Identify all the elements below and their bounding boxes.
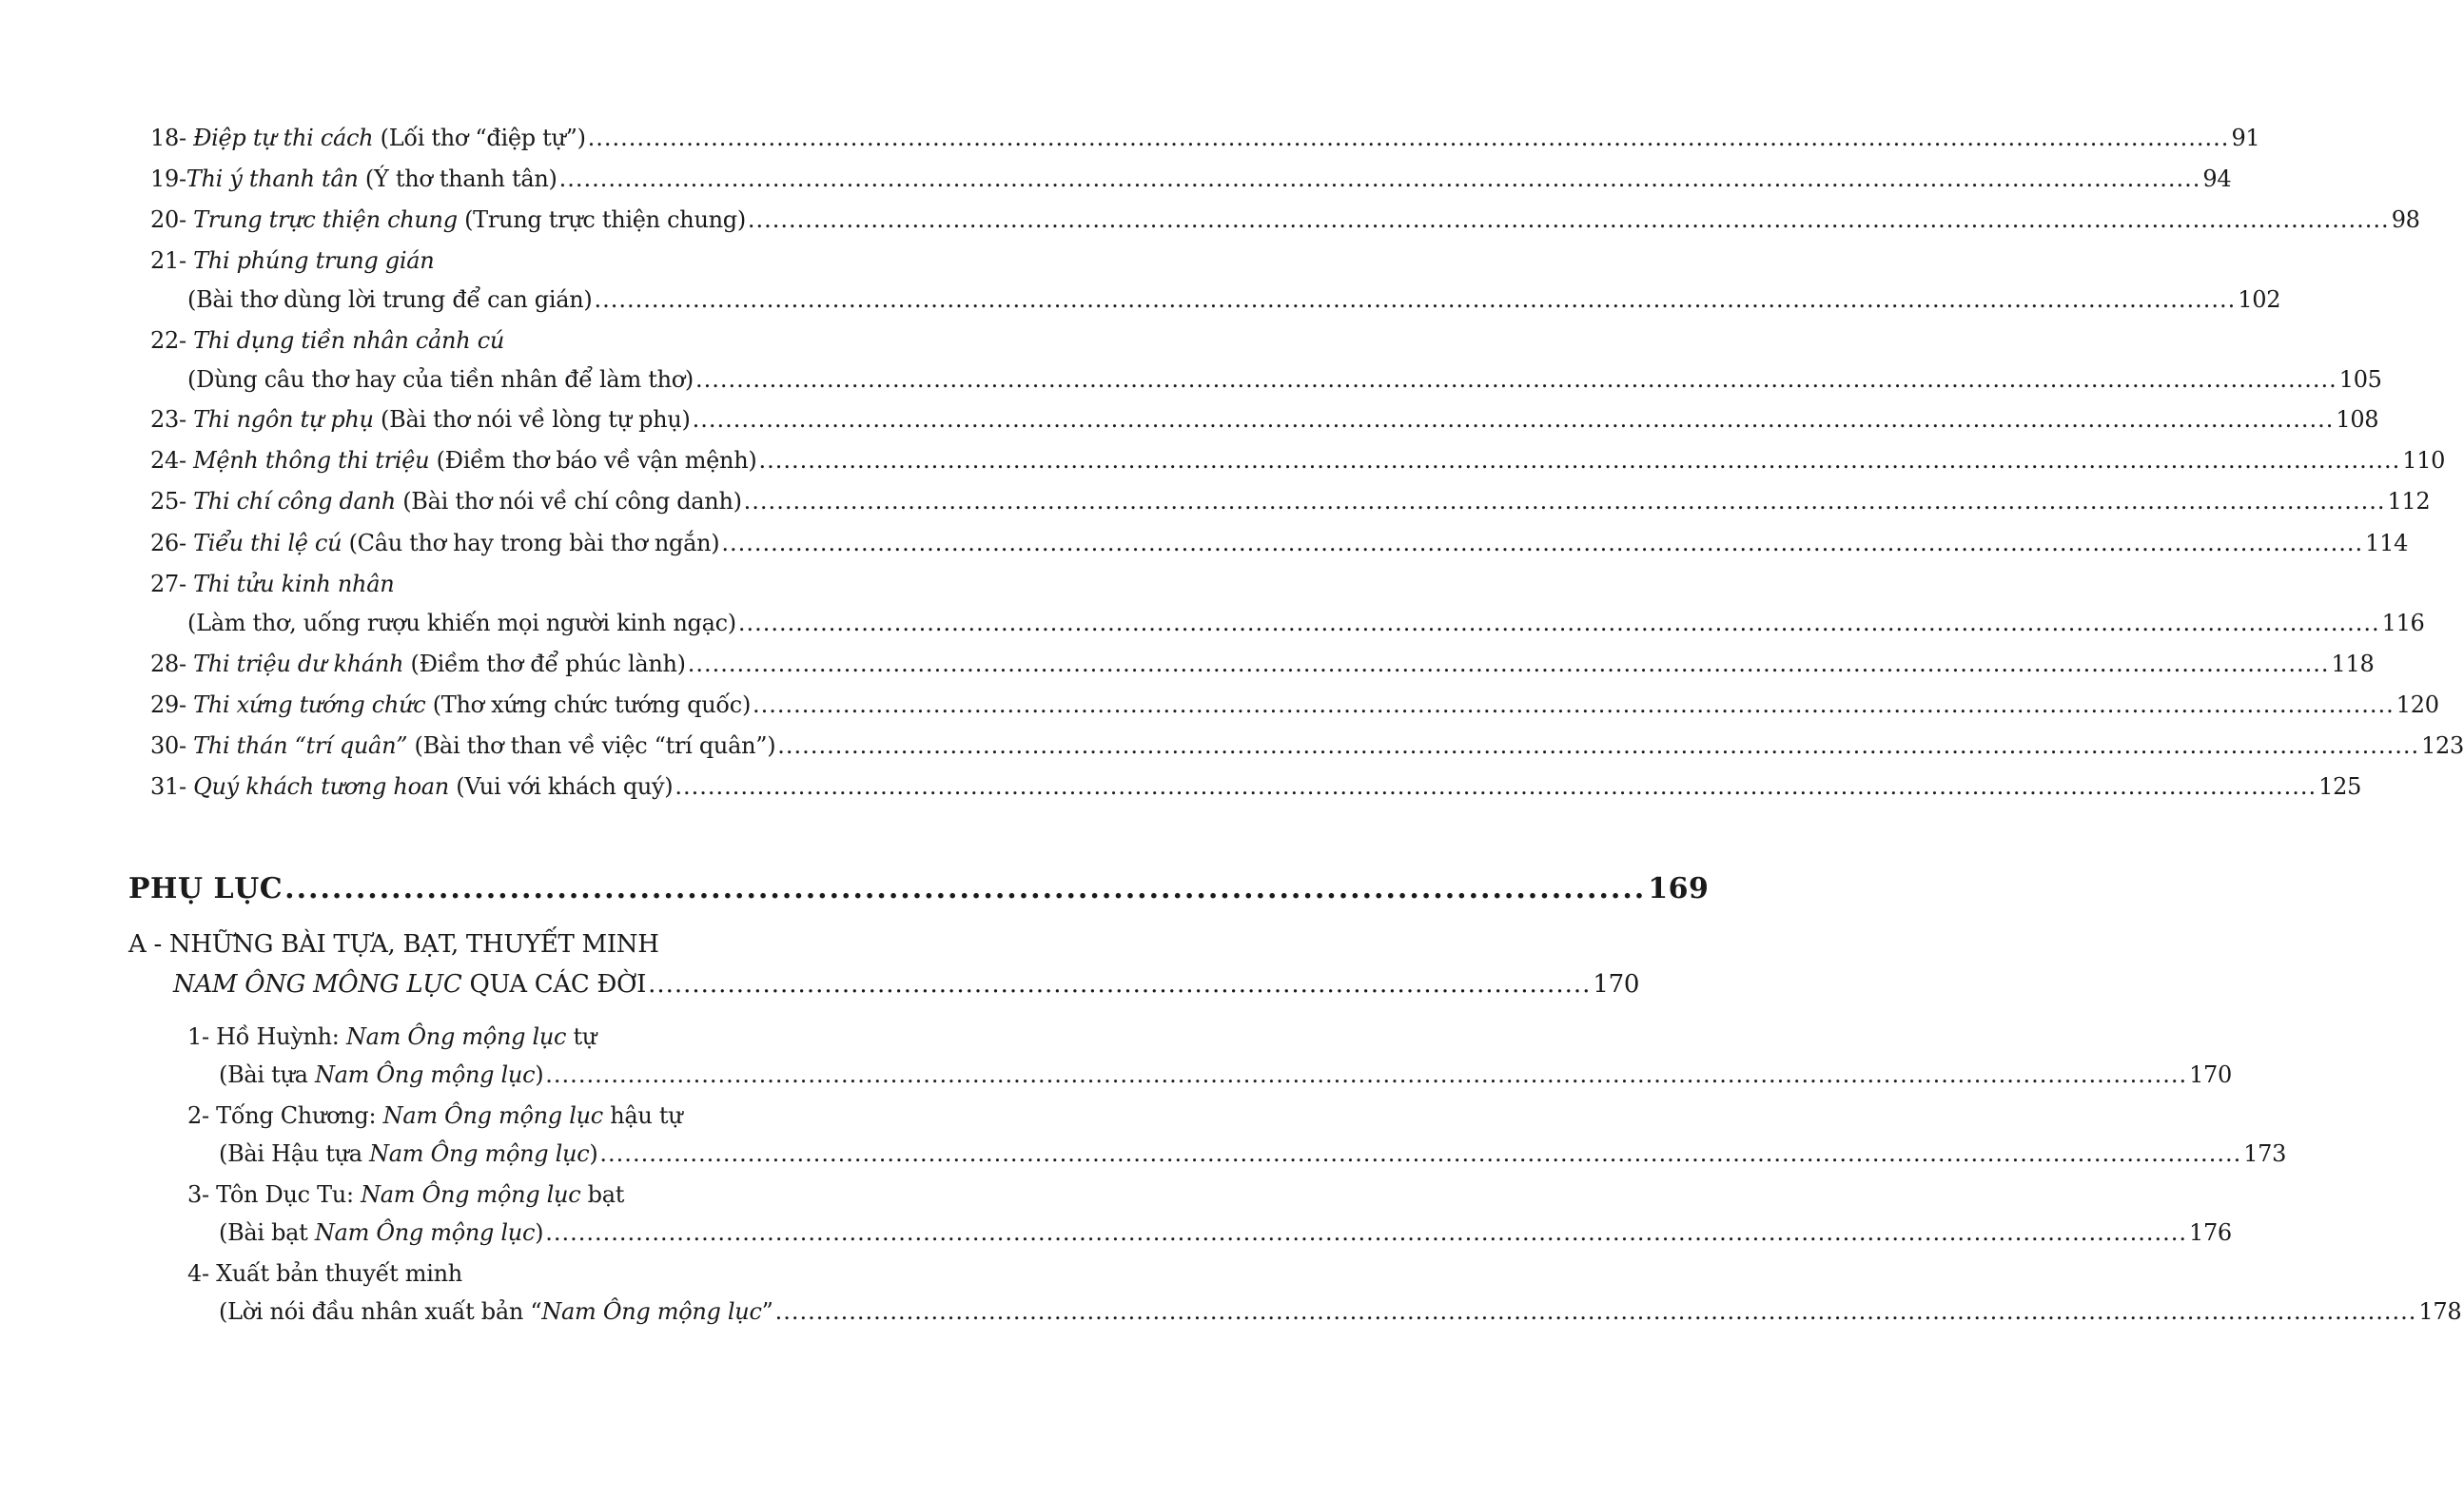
dot-leader: ........................................................................................................................................................................................................ <box>675 773 2317 800</box>
entry-title <box>150 485 742 517</box>
entry-title-italic: Thi triệu dư khánh <box>193 651 404 677</box>
toc-entry <box>150 485 2431 517</box>
entry-title-text: (Bài Hậu tựa <box>219 1140 370 1167</box>
entry-title-italic: Quý khách tương hoan <box>193 773 449 800</box>
toc-entry <box>187 607 2425 639</box>
toc-entry <box>187 1021 596 1053</box>
entry-title-text: 4- Xuất bản thuyết minh <box>187 1260 462 1287</box>
entry-title-text: 29- <box>150 691 194 718</box>
dot-leader: ........................................................................................................................................................................................................ <box>545 1219 2187 1246</box>
entry-title-text: 28- <box>150 651 194 677</box>
toc-entry <box>150 444 2446 477</box>
entry-title-text: 26- <box>150 530 194 556</box>
toc-entry <box>187 1099 682 1132</box>
entry-title <box>150 403 691 436</box>
entry-title-italic: Trung trực thiện chung <box>193 206 458 233</box>
entry-title-text: tự <box>566 1023 597 1050</box>
entry-title-text: (Bài thơ nói về lòng tự phụ) <box>373 406 691 433</box>
entry-page: 125 <box>2318 773 2362 800</box>
entry-title <box>150 163 557 195</box>
entry-title-italic: Điệp tự thi cách <box>193 125 374 151</box>
dot-leader: ........................................................................................................... <box>648 970 1592 999</box>
dot-leader: ........................................................................................................................................................................................................ <box>687 651 2330 677</box>
toc-entry <box>150 122 2260 154</box>
entry-title-text: (Vui với khách quý) <box>448 773 674 800</box>
entry-page: 114 <box>2365 530 2409 556</box>
entry-title <box>219 1059 543 1091</box>
section-a-book-title: NAM ÔNG MÔNG LỤC <box>173 970 462 999</box>
toc-entry <box>219 1059 2232 1091</box>
entry-page: 178 <box>2418 1298 2462 1325</box>
dot-leader: ........................................................................................................................................................................................................ <box>545 1061 2188 1088</box>
dot-leader: ........................................................................................................................................................................................................ <box>774 1298 2417 1325</box>
entry-title-italic: Thi ý thanh tân <box>186 165 359 192</box>
section-a-subtitle-rest: QUA CÁC ĐỜI <box>461 970 647 999</box>
toc-entry <box>187 1178 624 1211</box>
entry-title-italic: Nam Ông mộng lục <box>369 1140 590 1167</box>
entry-title <box>150 204 746 236</box>
entry-page: 110 <box>2402 447 2446 474</box>
dot-leader: ........................................................................................................................................................................................................ <box>599 1140 2242 1167</box>
dot-leader: ........................................................................................................................................................................................................ <box>558 165 2201 192</box>
toc-entry <box>150 689 2439 721</box>
entry-title-text: 23- <box>150 406 194 433</box>
entry-title-text: (Điềm thơ để phúc lành) <box>403 651 686 677</box>
entry-title-italic: Nam Ông mộng lục <box>314 1219 536 1246</box>
toc-entry <box>219 1138 2287 1170</box>
dot-leader: ........................................................................................................................................................................................................ <box>594 286 2237 313</box>
toc-entry <box>150 204 2420 236</box>
entry-title-text: (Câu thơ hay trong bài thơ ngắn) <box>342 530 720 556</box>
entry-title-text: 24- <box>150 447 194 474</box>
entry-title-text: (Dùng câu thơ hay của tiền nhân để làm thơ) <box>187 366 694 393</box>
entry-title-italic: Nam Ông mộng lục <box>314 1061 536 1088</box>
entry-title <box>219 1216 543 1249</box>
section-a-line2 <box>173 968 1640 1001</box>
entry-title-text: 20- <box>150 206 194 233</box>
entry-title-text: (Lời nói đầu nhân xuất bản “ <box>219 1298 542 1325</box>
entry-title-italic: Thi dụng tiền nhân cảnh cú <box>193 327 504 354</box>
entry-title <box>150 770 673 803</box>
dot-leader: ........................................................................................................................................................................................................ <box>694 366 2337 393</box>
entry-title-italic: Mệnh thông thi triệu <box>193 447 430 474</box>
entry-title-text: 19- <box>150 165 186 192</box>
entry-title-text: (Bài thơ than về việc “trí quân”) <box>407 732 776 759</box>
entry-page: 123 <box>2421 732 2464 759</box>
appendix-heading <box>128 872 1710 905</box>
entry-title <box>150 730 775 762</box>
entry-title-italic: Thi tửu kinh nhân <box>193 571 395 597</box>
entry-title <box>187 1257 462 1290</box>
entry-title-text: (Bài thơ dùng lời trung để can gián) <box>187 286 593 313</box>
entry-title-text: 3- Tôn Dục Tu: <box>187 1181 362 1208</box>
dot-leader: ........................................................................................................................................................................................................ <box>721 530 2364 556</box>
section-a-subtitle <box>173 968 646 1001</box>
appendix-page: 169 <box>1648 872 1710 905</box>
entry-title-italic: Nam Ông mộng lục <box>361 1181 581 1208</box>
dot-leader: ........................................................................................................................................................................................................ <box>747 206 2390 233</box>
dot-leader: ........................................................................................................................................................................................................ <box>692 406 2335 433</box>
entry-page: 98 <box>2391 206 2420 233</box>
entry-title-text: 18- <box>150 125 194 151</box>
entry-page: 116 <box>2381 610 2425 636</box>
toc-entry <box>150 568 394 600</box>
entry-title-text: 31- <box>150 773 194 800</box>
entry-title-text: 1- Hồ Huỳnh: <box>187 1023 346 1050</box>
entry-title-text: (Làm thơ, uống rượu khiến mọi người kinh ngạc) <box>187 610 736 636</box>
dot-leader: ........................................................................................................................................................................................................ <box>587 125 2230 151</box>
section-a-page: 170 <box>1593 970 1640 999</box>
entry-title <box>187 283 592 316</box>
entry-title-italic: Nam Ông mộng lục <box>345 1023 567 1050</box>
dot-leader: ........................................................................................................................................................................................................ <box>758 447 2401 474</box>
dot-leader: ........................................................................................................................................................................................................ <box>777 732 2420 759</box>
entry-title-text: (Bài tựa <box>219 1061 315 1088</box>
entry-title-italic: Thi chí công danh <box>193 488 396 515</box>
toc-entry <box>187 1257 462 1290</box>
appendix-title: PHỤ LỤC <box>128 872 284 905</box>
entry-title-italic: Tiểu thi lệ cú <box>193 530 342 556</box>
entry-title-italic: Nam Ông mộng lục <box>382 1102 603 1129</box>
entry-title-text: hậu tự <box>602 1102 683 1129</box>
dot-leader: ........................................................................................................................................................................................................ <box>753 691 2395 718</box>
entry-title <box>187 607 736 639</box>
dot-leader: ................................................................................................................... <box>284 872 1647 905</box>
entry-title <box>150 689 751 721</box>
entry-title <box>187 1178 624 1211</box>
entry-page: 118 <box>2331 651 2375 677</box>
entry-title-text: (Thơ xứng chức tướng quốc) <box>425 691 752 718</box>
toc-entry <box>187 283 2281 316</box>
toc-entry <box>150 244 434 277</box>
entry-title-text: 30- <box>150 732 194 759</box>
entry-title-text: (Lối thơ “điệp tự”) <box>373 125 586 151</box>
entry-title <box>150 122 586 154</box>
toc-entry <box>187 363 2382 396</box>
entry-title-italic: Thi ngôn tự phụ <box>193 406 374 433</box>
entry-title <box>219 1138 597 1170</box>
entry-page: 108 <box>2336 406 2379 433</box>
toc-entry <box>150 324 504 357</box>
entry-title-text: (Điềm thơ báo về vận mệnh) <box>429 447 757 474</box>
entry-page: 91 <box>2231 125 2260 151</box>
entry-title-text: 2- Tống Chương: <box>187 1102 383 1129</box>
entry-page: 105 <box>2338 366 2382 393</box>
entry-title <box>187 1099 682 1132</box>
entry-title <box>150 568 394 600</box>
dot-leader: ........................................................................................................................................................................................................ <box>737 610 2380 636</box>
entry-title <box>150 244 434 277</box>
entry-title-text: (Bài thơ nói về chí công danh) <box>395 488 742 515</box>
entry-title-text: ) <box>535 1219 544 1246</box>
entry-title-italic: Thi xứng tướng chức <box>193 691 426 718</box>
entry-title-text: 27- <box>150 571 194 597</box>
entry-title <box>150 648 686 680</box>
entry-page: 170 <box>2189 1061 2232 1088</box>
dot-leader: ........................................................................................................................................................................................................ <box>743 488 2386 515</box>
entry-title <box>219 1295 773 1328</box>
entry-title-text: (Trung trực thiện chung) <box>457 206 746 233</box>
entry-title <box>150 324 504 357</box>
toc-entry <box>150 730 2464 762</box>
entry-page: 94 <box>2202 165 2232 192</box>
entry-page: 120 <box>2396 691 2439 718</box>
entry-title-text: ) <box>535 1061 544 1088</box>
entry-title-italic: Thi thán “trí quân” <box>193 732 408 759</box>
toc-entry <box>150 163 2232 195</box>
entry-title <box>187 363 694 396</box>
entry-page: 176 <box>2188 1219 2232 1246</box>
entry-page: 112 <box>2387 488 2431 515</box>
entry-title-text: 25- <box>150 488 194 515</box>
entry-title-text: bạt <box>580 1181 625 1208</box>
entry-page: 173 <box>2243 1140 2287 1167</box>
entry-title-text: (Bài bạt <box>219 1219 315 1246</box>
toc-entry <box>150 770 2362 803</box>
entry-title-text: ” <box>761 1298 773 1325</box>
entry-title-italic: Thi phúng trung gián <box>193 247 435 274</box>
toc-entry <box>150 403 2379 436</box>
entry-title <box>150 444 756 477</box>
section-a-line1 <box>128 928 659 961</box>
section-a-title: A - NHỮNG BÀI TỰA, BẠT, THUYẾT MINH <box>128 930 659 959</box>
entry-title-italic: Nam Ông mộng lục <box>541 1298 762 1325</box>
entry-title-text: 22- <box>150 327 194 354</box>
toc-entry <box>150 527 2409 559</box>
entry-page: 102 <box>2238 286 2281 313</box>
entry-title <box>150 527 719 559</box>
entry-title-text: (Ý thơ thanh tân) <box>358 165 557 192</box>
entry-title-text: ) <box>589 1140 598 1167</box>
toc-entry <box>219 1295 2462 1328</box>
entry-title <box>187 1021 596 1053</box>
toc-entry <box>219 1216 2232 1249</box>
toc-entry <box>150 648 2375 680</box>
entry-title-text: 21- <box>150 247 194 274</box>
